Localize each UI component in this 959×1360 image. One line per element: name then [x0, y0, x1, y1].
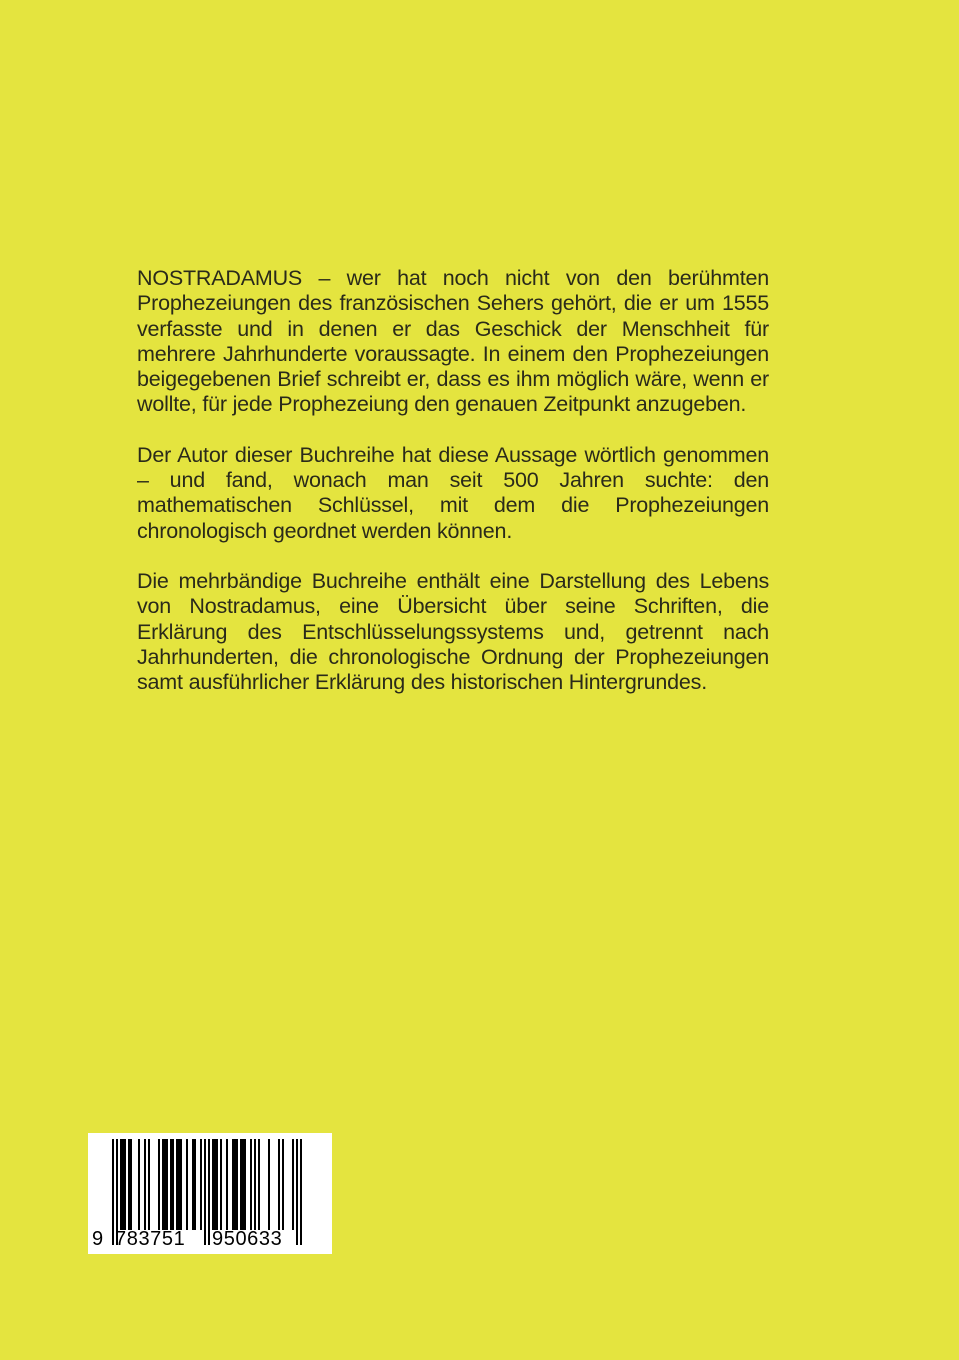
barcode-bar: [192, 1139, 194, 1230]
barcode-bar: [214, 1139, 216, 1230]
barcode-bar: [234, 1139, 236, 1230]
barcode-bar: [158, 1139, 160, 1230]
blurb-paragraph-2: Der Autor dieser Buchreihe hat diese Aussage wörtlich genommen – und fand, wonach man seit 500 Jahren suchte: den mathematischen Schlüssel, mit dem die Prophezeiungen chronologisch geordnet werden können.: [137, 442, 769, 543]
barcode-bar: [240, 1139, 242, 1230]
isbn-barcode: [88, 1133, 332, 1254]
barcode-bar: [254, 1139, 256, 1230]
barcode-bar: [236, 1139, 238, 1230]
barcode-digit-group-1: 783751: [115, 1228, 186, 1250]
blurb-text: [137, 266, 769, 720]
barcode-bar: [122, 1139, 124, 1230]
barcode-lead-digit: 9: [92, 1228, 104, 1250]
barcode-bar: [212, 1139, 214, 1230]
barcode-bar: [148, 1139, 150, 1230]
barcode-bar: [164, 1139, 166, 1230]
barcode-bar: [250, 1139, 252, 1230]
barcode-bar: [186, 1139, 188, 1230]
barcode-digit-group-2: 950633: [212, 1228, 283, 1250]
barcode-bar: [220, 1139, 222, 1230]
barcode-bar: [176, 1139, 178, 1230]
barcode-bar: [268, 1139, 270, 1230]
barcode-bar: [144, 1139, 146, 1230]
barcode-bar: [258, 1139, 260, 1230]
barcode-bar: [200, 1139, 202, 1230]
barcode-bar: [130, 1139, 132, 1230]
barcode-bar: [138, 1139, 140, 1230]
barcode-bar: [120, 1139, 122, 1230]
barcode-bar: [180, 1139, 182, 1230]
barcode-bar: [282, 1139, 284, 1230]
blurb-paragraph-1: NOSTRADAMUS – wer hat noch nicht von den berühmten Prophezeiungen des französischen Sehers gehört, die er um 1555 verfasste und in denen er das Geschick der Menschheit für mehrere Jahrhunderte voraussagte. In einem den Prophezeiungen beigegebenen Brief schreibt er, dass es ihm möglich wäre, wenn er wollte, für jede Prophezeiung den genauen Zeitpunkt anzugeben.: [137, 266, 769, 417]
barcode-bar: [124, 1139, 126, 1230]
barcode-bar: [172, 1139, 174, 1230]
barcode-bar: [170, 1139, 172, 1230]
barcode-bar: [162, 1139, 164, 1230]
barcode-bar: [278, 1139, 280, 1230]
barcode-bar: [178, 1139, 180, 1230]
barcode-bar: [216, 1139, 218, 1230]
barcode-bar: [226, 1139, 228, 1230]
barcode-bar: [166, 1139, 168, 1230]
barcode-bar: [194, 1139, 196, 1230]
barcode-bar: [244, 1139, 246, 1230]
barcode-bar: [128, 1139, 130, 1230]
barcode-bar: [242, 1139, 244, 1230]
barcode-digits: [88, 1228, 332, 1252]
blurb-paragraph-3: Die mehrbändige Buchreihe enthält eine Darstellung des Lebens von Nostradamus, eine Übersicht über seine Schriften, die Erklärung des Entschlüsselungssystems und, getrennt nach Jahrhunderten, die chronologische Ordnung der Prophezeiungen samt ausführlicher Erklärung des historischen Hintergrundes.: [137, 568, 769, 695]
barcode-bar: [232, 1139, 234, 1230]
barcode-bar: [292, 1139, 294, 1230]
